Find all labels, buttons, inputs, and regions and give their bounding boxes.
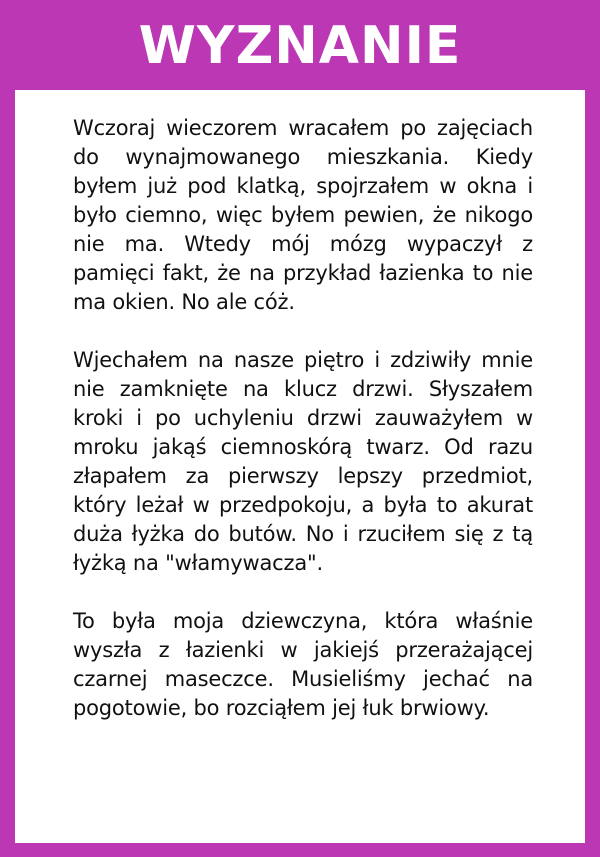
confession-paragraph-1: Wczoraj wieczorem wracałem po zajęciach do wynajmowanego mieszkania. Kiedy byłem już pod klatką, spojrzałem w okna i było ciemno, więc byłem pewien, że nikogo nie ma. Wtedy mój mózg wypaczył z pamięci fakt, że na przykład łazienka to nie ma okien. No ale cóż. <box>73 116 533 314</box>
confession-paragraph-3: To była moja dziewczyna, która właśnie wyszła z łazienki w jakiejś przerażającej czarnej maseczce. Musieliśmy jechać na pogotowie, bo rozciąłem jej łuk brwiowy. <box>73 609 533 720</box>
confession-text <box>73 114 533 723</box>
page-title: WYZNANIE <box>138 16 462 76</box>
confession-paragraph-2: Wjechałem na nasze piętro i zdziwiły mnie nie zamknięte na klucz drzwi. Słyszałem kroki i po uchyleniu drzwi zauważyłem w mroku jakąś ciemnoskórą twarz. Od razu złapałem za pierwszy lepszy przedmiot, który leżał w przedpokoju, a była to akurat duża łyżka do butów. No i rzuciłem się z tą łyżką na "włamywacza". <box>73 348 533 575</box>
confession-panel <box>15 90 585 843</box>
header-bar <box>0 0 600 88</box>
